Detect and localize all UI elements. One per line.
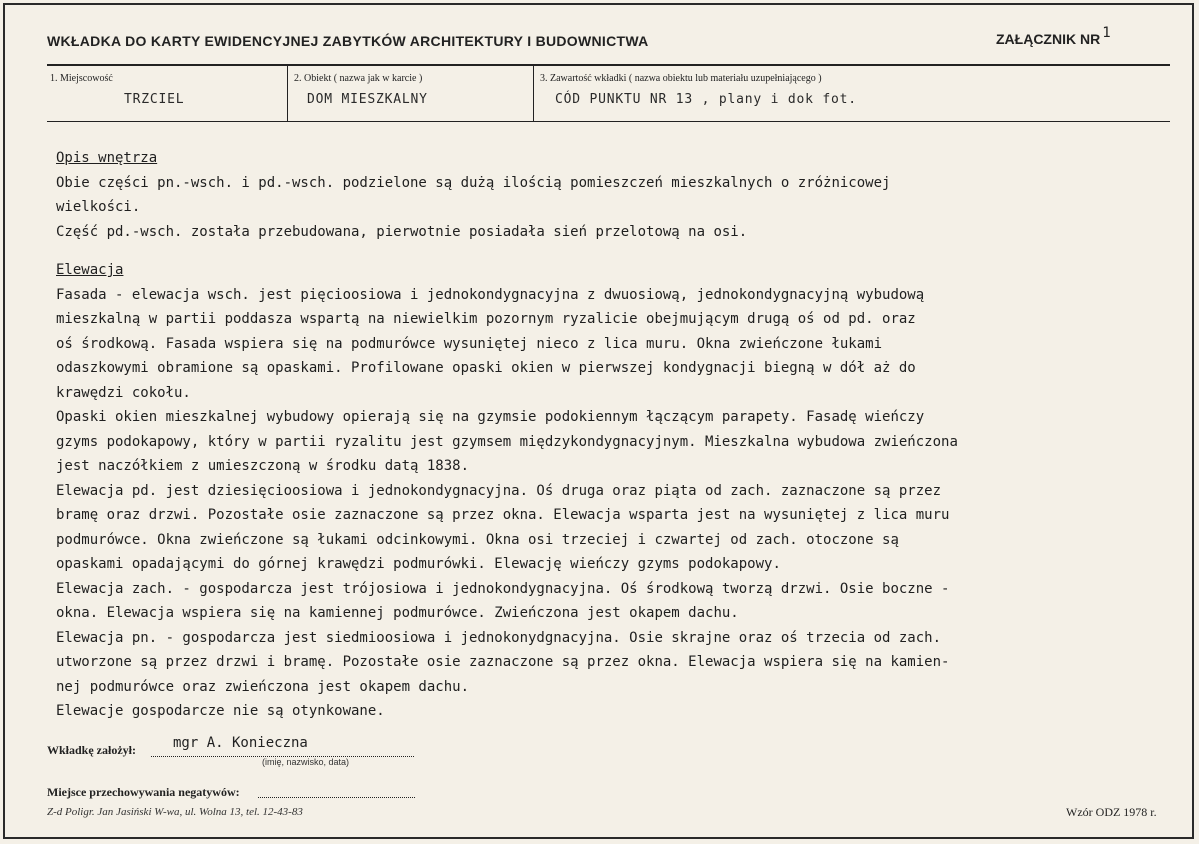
elevation-heading: Elewacja <box>56 262 124 278</box>
elevation-line: utworzone są przez drzwi i bramę. Pozostałe osie zaznaczone są przez okna. Elewacja wspiera się na kamien- <box>56 654 950 670</box>
elevation-line: nej podmurówce oraz zwieńczona jest okapem dachu. <box>56 678 470 695</box>
storage-dotted-line <box>258 797 415 798</box>
header-bottom-rule <box>47 121 1170 122</box>
author-hint: (imię, nazwisko, data) <box>262 757 350 767</box>
contents-value: CÓD PUNKTU NR 13 , plany i dok fot. <box>555 92 857 107</box>
elevation-line: gzyms podokapowy, który w partii ryzalitu jest gzymsem międzykondygnacyjnym. Mieszkalna wybudowa zwieńczona <box>56 433 958 450</box>
object-label: 2. Obiekt ( nazwa jak w karcie ) <box>294 73 423 84</box>
field-divider <box>287 66 288 121</box>
location-value: TRZCIEL <box>124 92 185 107</box>
attachment-label-text: ZAŁĄCZNIK NR <box>996 31 1101 47</box>
interior-line: Obie części pn.-wsch. i pd.-wsch. podzielone są dużą ilością pomieszczeń mieszkalnych o zróżnicowej <box>56 174 891 191</box>
object-value: DOM MIESZKALNY <box>307 92 428 107</box>
typed-description <box>56 146 1146 724</box>
elevation-line: bramę oraz drzwi. Pozostałe osie zaznaczone są przez okna. Elewacja wsparta jest na wysuniętej z lica muru <box>56 507 950 523</box>
elevation-line: Elewacja pd. jest dziesięcioosiowa i jednokondygnacyjna. Oś druga oraz piąta od zach. zaznaczone są przez <box>56 482 942 499</box>
elevation-line: odaszkowymi obramione są opaskami. Profilowane opaski okien w pierwszej kondygnacji biegną w dół aż do <box>56 360 916 376</box>
attachment-number: 1 <box>1102 25 1111 41</box>
form-id: Wzór ODZ 1978 r. <box>1066 805 1157 819</box>
elevation-line: podmurówce. Okna zwieńczone są łukami odcinkowymi. Okna osi trzeciej i czwartej od zach. otoczone są <box>56 531 899 548</box>
storage-label: Miejsce przechowywania negatywów: <box>47 785 240 799</box>
elevation-line: oś środkową. Fasada wspiera się na podmurówce wysuniętej nieco z lica muru. Okna zwieńczone łukami <box>56 335 883 352</box>
elevation-line: Elewacja zach. - gospodarcza jest trójosiowa i jednokondygnacyjna. Oś środkową tworzą drzwi. Osie boczne - <box>56 580 950 597</box>
elevation-line: jest naczółkiem z umieszczoną w środku datą 1838. <box>56 458 470 474</box>
elevation-line: okna. Elewacja wspiera się na kamiennej podmurówce. Zwieńczona jest okapem dachu. <box>56 605 739 621</box>
elevation-line: Opaski okien mieszkalnej wybudowy opierają się na gzymsie podokiennym łączącym parapety. Fasadę wieńczy <box>56 409 925 425</box>
paragraph-gap <box>56 244 1146 258</box>
author-label: Wkładkę założył: <box>47 743 136 757</box>
attachment-label <box>996 25 1111 48</box>
interior-line: Część pd.-wsch. została przebudowana, pierwotnie posiadała sień przelotową na osi. <box>56 223 748 240</box>
author-value: mgr A. Konieczna <box>173 735 308 751</box>
contents-label: 3. Zawartość wkładki ( nazwa obiektu lub materiału uzupełniającego ) <box>540 73 822 84</box>
printer-imprint: Z-d Poligr. Jan Jasiński W-wa, ul. Wolna 13, tel. 12-43-83 <box>47 806 303 818</box>
header-top-rule <box>47 64 1170 66</box>
location-label: 1. Miejscowość <box>50 73 113 84</box>
elevation-line: Fasada - elewacja wsch. jest pięcioosiowa i jednokondygnacyjna z dwuosiową, jednokondygnacyjną wybudową <box>56 286 925 303</box>
elevation-line: opaskami opadającymi do górnej krawędzi podmurówki. Elewację wieńczy gzyms podokapowy. <box>56 556 781 572</box>
interior-line: wielkości. <box>56 199 141 215</box>
elevation-line: krawędzi cokołu. <box>56 384 191 401</box>
elevation-line: Elewacje gospodarcze nie są otynkowane. <box>56 703 385 719</box>
card-title: WKŁADKA DO KARTY EWIDENCYJNEJ ZABYTKÓW ARCHITEKTURY I BUDOWNICTWA <box>47 33 649 49</box>
elevation-line: Elewacja pn. - gospodarcza jest siedmioosiowa i jednokonydgnacyjna. Osie skrajne oraz oś trzecia od zach. <box>56 629 942 646</box>
elevation-line: mieszkalną w partii poddasza wspartą na niewielkim pozornym ryzalicie obejmującym drugą oś od pd. oraz <box>56 311 916 327</box>
interior-heading: Opis wnętrza <box>56 150 158 166</box>
field-divider <box>533 66 534 121</box>
